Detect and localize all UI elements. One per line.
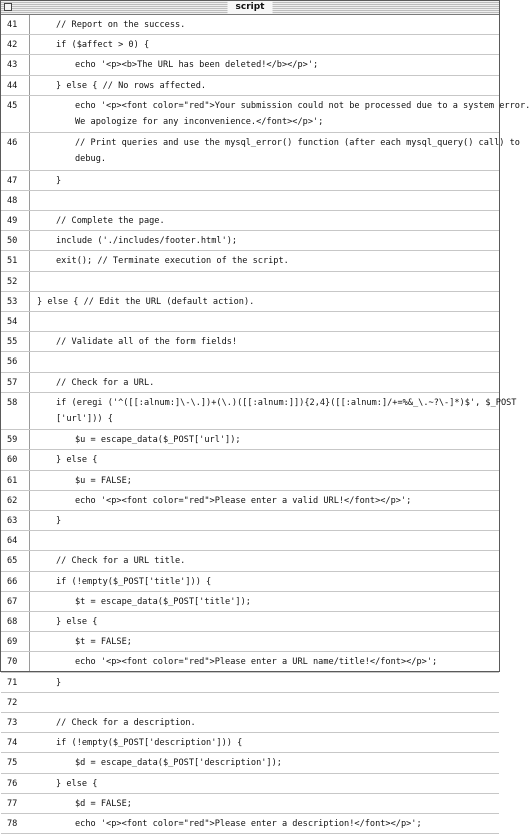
line-number: 43 — [7, 60, 18, 71]
line-number: 49 — [7, 216, 18, 226]
code-text-segment: echo '<p><font color="red">Please enter a URL name/title!</font></p>'; — [75, 657, 438, 668]
code-text-segment: echo '<p><font color="red">Please enter a valid URL!</font></p>'; — [75, 495, 412, 506]
code-line[interactable] — [1, 231, 499, 251]
code-line[interactable] — [1, 76, 499, 96]
code-text-segment: // Check for a URL. — [56, 377, 155, 388]
line-number: 48 — [7, 195, 18, 206]
line-text — [75, 135, 520, 167]
code-line[interactable] — [1, 794, 499, 814]
code-text-segment: echo '<p><font color="red">Your submission could not be processed due to a system error. — [75, 100, 530, 111]
code-line[interactable] — [1, 171, 499, 191]
line-text — [75, 432, 493, 448]
line-number: 52 — [7, 276, 18, 287]
code-text-segment: $t = FALSE; — [75, 637, 132, 648]
code-line[interactable] — [1, 272, 499, 292]
line-number: 51 — [7, 256, 18, 267]
code-text-segment: if ($affect > 0) { — [56, 40, 150, 51]
line-text — [56, 614, 493, 630]
line-text — [56, 37, 493, 53]
line-number: 65 — [7, 556, 18, 567]
line-text — [75, 594, 493, 610]
code-line[interactable] — [1, 35, 499, 55]
code-line[interactable] — [1, 693, 499, 713]
code-text-segment: if (eregi ('^([[:alnum:]\-\.])+(\.)([[:alnum:]]){2,4}([[:alnum:]/+=%&_\.~?\-]*)$', $_POST — [56, 397, 517, 408]
line-text — [75, 796, 493, 812]
code-line[interactable] — [1, 531, 499, 551]
line-number: 66 — [7, 576, 18, 587]
code-text-segment: echo '<p><font color="red">Please enter a description!</font></p>'; — [75, 819, 422, 829]
line-number: 75 — [7, 758, 18, 769]
code-text-segment: } — [56, 516, 62, 526]
line-number: 47 — [7, 175, 18, 186]
code-text-segment: ['url'])) { — [56, 414, 113, 424]
line-number: 67 — [7, 596, 18, 607]
line-number: 68 — [7, 617, 18, 627]
code-text-segment: We apologize for any inconvenience.</font></p>'; — [75, 117, 324, 127]
code-text-segment: debug. — [75, 154, 107, 165]
code-text-segment: } else { — [56, 778, 98, 789]
code-line[interactable] — [1, 814, 499, 834]
code-line[interactable] — [1, 632, 499, 652]
line-number: 74 — [7, 738, 18, 749]
code-text-segment: } else { — [56, 617, 98, 627]
line-number: 69 — [7, 637, 18, 648]
line-text — [56, 375, 493, 391]
line-text — [75, 634, 493, 650]
window-title: script — [228, 1, 273, 14]
code-line[interactable] — [1, 673, 499, 693]
code-text-segment: include ('./includes/footer.html'); — [56, 236, 238, 247]
line-text — [75, 98, 530, 130]
code-line[interactable] — [1, 713, 499, 733]
code-text-segment: $d = escape_data($_POST['description']); — [75, 758, 282, 769]
code-text-segment: $d = FALSE; — [75, 798, 132, 809]
code-text-segment: // Print queries and use the mysql_error() function (after each mysql_query() call) to — [75, 138, 520, 149]
code-text-segment: $u = escape_data($_POST['url']); — [75, 435, 241, 446]
line-number: 54 — [7, 317, 18, 327]
line-text — [75, 57, 493, 73]
line-number: 45 — [7, 100, 18, 111]
code-text-segment: } — [56, 677, 62, 688]
code-line[interactable] — [1, 211, 499, 231]
line-text — [56, 715, 493, 731]
line-text — [75, 654, 493, 670]
close-box-icon[interactable] — [4, 3, 12, 11]
line-number: 62 — [7, 495, 18, 506]
line-text — [56, 735, 493, 751]
line-number: 63 — [7, 516, 18, 526]
line-number: 42 — [7, 40, 18, 51]
code-text-segment: } — [56, 175, 62, 186]
code-line[interactable] — [1, 352, 499, 372]
line-number: 61 — [7, 475, 18, 486]
code-listing — [1, 15, 530, 829]
code-text-segment: $u = FALSE; — [75, 475, 132, 486]
code-line[interactable] — [1, 774, 499, 794]
code-line[interactable] — [1, 373, 499, 393]
line-number: 53 — [7, 296, 18, 307]
line-text — [56, 213, 493, 229]
line-text — [56, 173, 493, 189]
code-line[interactable] — [1, 191, 499, 211]
line-number: 50 — [7, 236, 18, 247]
code-line[interactable] — [1, 251, 499, 271]
code-line[interactable] — [1, 511, 499, 531]
line-number: 55 — [7, 337, 18, 348]
code-line[interactable] — [1, 393, 517, 430]
code-text-segment: $t = escape_data($_POST['title']); — [75, 596, 251, 607]
line-text — [56, 553, 493, 569]
code-line[interactable] — [1, 312, 499, 332]
code-text-segment: } else { — [56, 455, 98, 466]
code-line[interactable] — [1, 450, 499, 470]
line-number: 71 — [7, 677, 18, 688]
line-text — [37, 294, 493, 310]
code-line[interactable] — [1, 551, 499, 571]
line-text — [56, 78, 493, 94]
line-text — [56, 17, 493, 33]
line-number: 77 — [7, 798, 18, 809]
line-text — [56, 675, 493, 691]
line-text — [56, 395, 517, 427]
code-line[interactable] — [1, 15, 499, 35]
code-text-segment: if (!empty($_POST['title'])) { — [56, 576, 212, 587]
line-number: 64 — [7, 536, 18, 547]
code-line[interactable] — [1, 96, 530, 133]
code-line[interactable] — [1, 612, 499, 632]
code-line[interactable] — [1, 292, 499, 312]
code-line[interactable] — [1, 753, 499, 773]
line-text — [56, 452, 493, 468]
title-bar[interactable] — [1, 1, 499, 15]
line-text — [56, 776, 493, 792]
code-line[interactable] — [1, 491, 499, 511]
line-number: 41 — [7, 20, 18, 30]
line-text — [56, 574, 493, 590]
code-text-segment: echo '<p><b>The URL has been deleted!</b></p>'; — [75, 60, 319, 71]
line-number: 58 — [7, 397, 18, 408]
code-line[interactable] — [1, 332, 499, 352]
line-text — [75, 493, 493, 509]
code-line[interactable] — [1, 592, 499, 612]
code-line[interactable] — [1, 133, 520, 170]
code-text-segment: // Report on the success. — [56, 20, 186, 30]
line-number: 56 — [7, 357, 18, 368]
line-number: 76 — [7, 778, 18, 789]
line-number: 72 — [7, 697, 18, 708]
code-text-segment: exit(); // Terminate execution of the script. — [56, 256, 289, 267]
line-number: 73 — [7, 718, 18, 728]
code-text-segment: // Check for a URL title. — [56, 556, 186, 567]
code-line[interactable] — [1, 652, 499, 672]
line-number: 60 — [7, 455, 18, 466]
line-number: 59 — [7, 435, 18, 446]
code-line[interactable] — [1, 55, 499, 75]
code-line[interactable] — [1, 733, 499, 753]
line-number: 44 — [7, 80, 18, 91]
code-text-segment: // Validate all of the form fields! — [56, 337, 238, 348]
code-text-segment: } else { // Edit the URL (default action). — [37, 296, 255, 307]
line-number: 70 — [7, 657, 18, 668]
code-text-segment: } else { // No rows affected. — [56, 80, 207, 91]
line-text — [56, 513, 493, 529]
code-text-segment: if (!empty($_POST['description'])) { — [56, 738, 243, 749]
code-text-segment: // Complete the page. — [56, 216, 165, 226]
line-text — [75, 755, 493, 771]
line-number: 78 — [7, 819, 18, 829]
line-number: 57 — [7, 377, 18, 388]
code-line[interactable] — [1, 572, 499, 592]
code-line[interactable] — [1, 471, 499, 491]
line-text — [75, 816, 493, 832]
code-line[interactable] — [1, 430, 499, 450]
code-text-segment: // Check for a description. — [56, 718, 196, 728]
line-text — [75, 473, 493, 489]
line-text — [56, 334, 493, 350]
line-text — [56, 233, 493, 249]
line-text — [56, 253, 493, 269]
line-number: 46 — [7, 138, 18, 149]
